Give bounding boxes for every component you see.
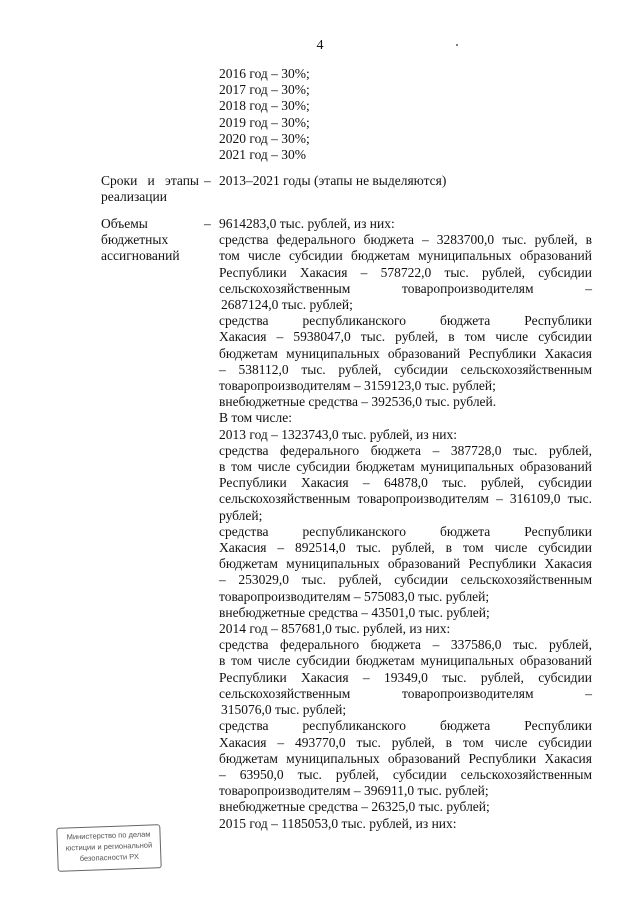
budget-line: внебюджетные средства – 26325,0 тыс. рублей; xyxy=(219,799,490,815)
percent-line: 2016 год – 30%; xyxy=(219,66,310,81)
budget-text xyxy=(219,216,592,832)
budget-line: средства федерального бюджета – 337586,0 тыс. рублей, xyxy=(219,637,592,653)
budget-line: сельскохозяйственным товаропроизводителям – xyxy=(219,280,592,296)
stamp-line: Министерство по делам xyxy=(66,829,151,842)
percent-list xyxy=(219,66,310,163)
budget-line: 9614283,0 тыс. рублей, из них: xyxy=(219,216,395,231)
budget-dash: – xyxy=(204,216,211,231)
budget-line: Хакасия – 493770,0 тыс. рублей, в том числе субсидии xyxy=(219,734,592,750)
budget-line: бюджетам муниципальных образований Республики Хакасия xyxy=(219,345,592,361)
budget-line: средства республиканского бюджета Республики xyxy=(219,523,592,539)
budget-line: Республики Хакасия – 578722,0 тыс. рублей, субсидии xyxy=(219,264,592,280)
budget-line: товаропроизводителям – 575083,0 тыс. рублей; xyxy=(219,588,490,604)
budget-line: Хакасия – 892514,0 тыс. рублей, в том числе субсидии xyxy=(219,540,592,556)
budget-line: рублей; xyxy=(219,507,263,523)
budget-line: 2687124,0 тыс. рублей; xyxy=(221,297,353,313)
budget-label-line-3: ассигнований xyxy=(101,248,180,263)
scan-speck xyxy=(456,44,458,46)
budget-label-line-1: Объемы xyxy=(101,216,148,231)
budget-line: товаропроизводителям – 396911,0 тыс. рублей; xyxy=(219,783,489,799)
page-number: 4 xyxy=(316,38,324,53)
budget-line: Хакасия – 5938047,0 тыс. рублей, в том числе субсидии xyxy=(219,329,592,345)
budget-line: – 253029,0 тыс. рублей, субсидии сельскохозяйственным xyxy=(219,572,592,588)
percent-line: 2019 год – 30%; xyxy=(219,114,310,130)
stamp-line: юстиции и региональной xyxy=(65,840,153,853)
budget-line: внебюджетные средства – 43501,0 тыс. рублей; xyxy=(219,604,490,620)
budget-line: 315076,0 тыс. рублей; xyxy=(221,702,347,718)
budget-line: 2013 год – 1323743,0 тыс. рублей, из них: xyxy=(219,426,458,442)
percent-line: 2018 год – 30%; xyxy=(219,98,310,114)
terms-value-text: 2013–2021 годы (этапы не выделяются) xyxy=(219,173,447,188)
budget-line: – 63950,0 тыс. рублей, субсидии сельскохозяйственным xyxy=(219,766,592,782)
budget-line: средства федерального бюджета – 387728,0 тыс. рублей, xyxy=(219,442,592,458)
budget-line: внебюджетные средства – 392536,0 тыс. рублей. xyxy=(219,394,497,410)
terms-label xyxy=(101,173,199,205)
budget-line: средства республиканского бюджета Республики xyxy=(219,718,592,734)
budget-line: том числе субсидии бюджетам муниципальных образований xyxy=(219,248,592,264)
budget-label-line-2: бюджетных xyxy=(101,232,169,247)
budget-line: средства республиканского бюджета Республики xyxy=(219,313,592,329)
percent-line: 2021 год – 30% xyxy=(219,147,307,163)
budget-line: 2015 год – 1185053,0 тыс. рублей, из них: xyxy=(219,815,457,831)
budget-line: – 538112,0 тыс. рублей, субсидии сельскохозяйственным xyxy=(219,361,592,377)
stamp-line: безопасности РХ xyxy=(79,851,140,864)
budget-line: бюджетам муниципальных образований Республики Хакасия xyxy=(219,750,592,766)
terms-label-line-1: Сроки и этапы xyxy=(101,173,199,188)
budget-line: средства федерального бюджета – 3283700,0 тыс. рублей, в xyxy=(219,232,592,248)
percent-line: 2017 год – 30%; xyxy=(219,82,310,98)
registration-stamp xyxy=(56,824,161,872)
budget-line: бюджетам муниципальных образований Республики Хакасия xyxy=(219,556,592,572)
budget-line: сельскохозяйственным товаропроизводителям – xyxy=(219,685,592,701)
budget-line: В том числе: xyxy=(219,410,292,426)
budget-line: товаропроизводителям – 3159123,0 тыс. рублей; xyxy=(219,378,496,394)
terms-dash: – xyxy=(204,173,211,188)
budget-line: в том числе субсидии бюджетам муниципальных образований xyxy=(219,653,592,669)
budget-line: сельскохозяйственным товаропроизводителям – 316109,0 тыс. xyxy=(219,491,592,507)
budget-line: в том числе субсидии бюджетам муниципальных образований xyxy=(219,459,592,475)
percent-line: 2020 год – 30%; xyxy=(219,130,310,146)
budget-line: Республики Хакасия – 64878,0 тыс. рублей, субсидии xyxy=(219,475,592,491)
budget-line: 2014 год – 857681,0 тыс. рублей, из них: xyxy=(219,621,451,637)
terms-label-line-2: реализации xyxy=(101,189,167,204)
budget-line: Республики Хакасия – 19349,0 тыс. рублей, субсидии xyxy=(219,669,592,685)
budget-label xyxy=(101,216,180,264)
terms-value xyxy=(219,173,592,189)
